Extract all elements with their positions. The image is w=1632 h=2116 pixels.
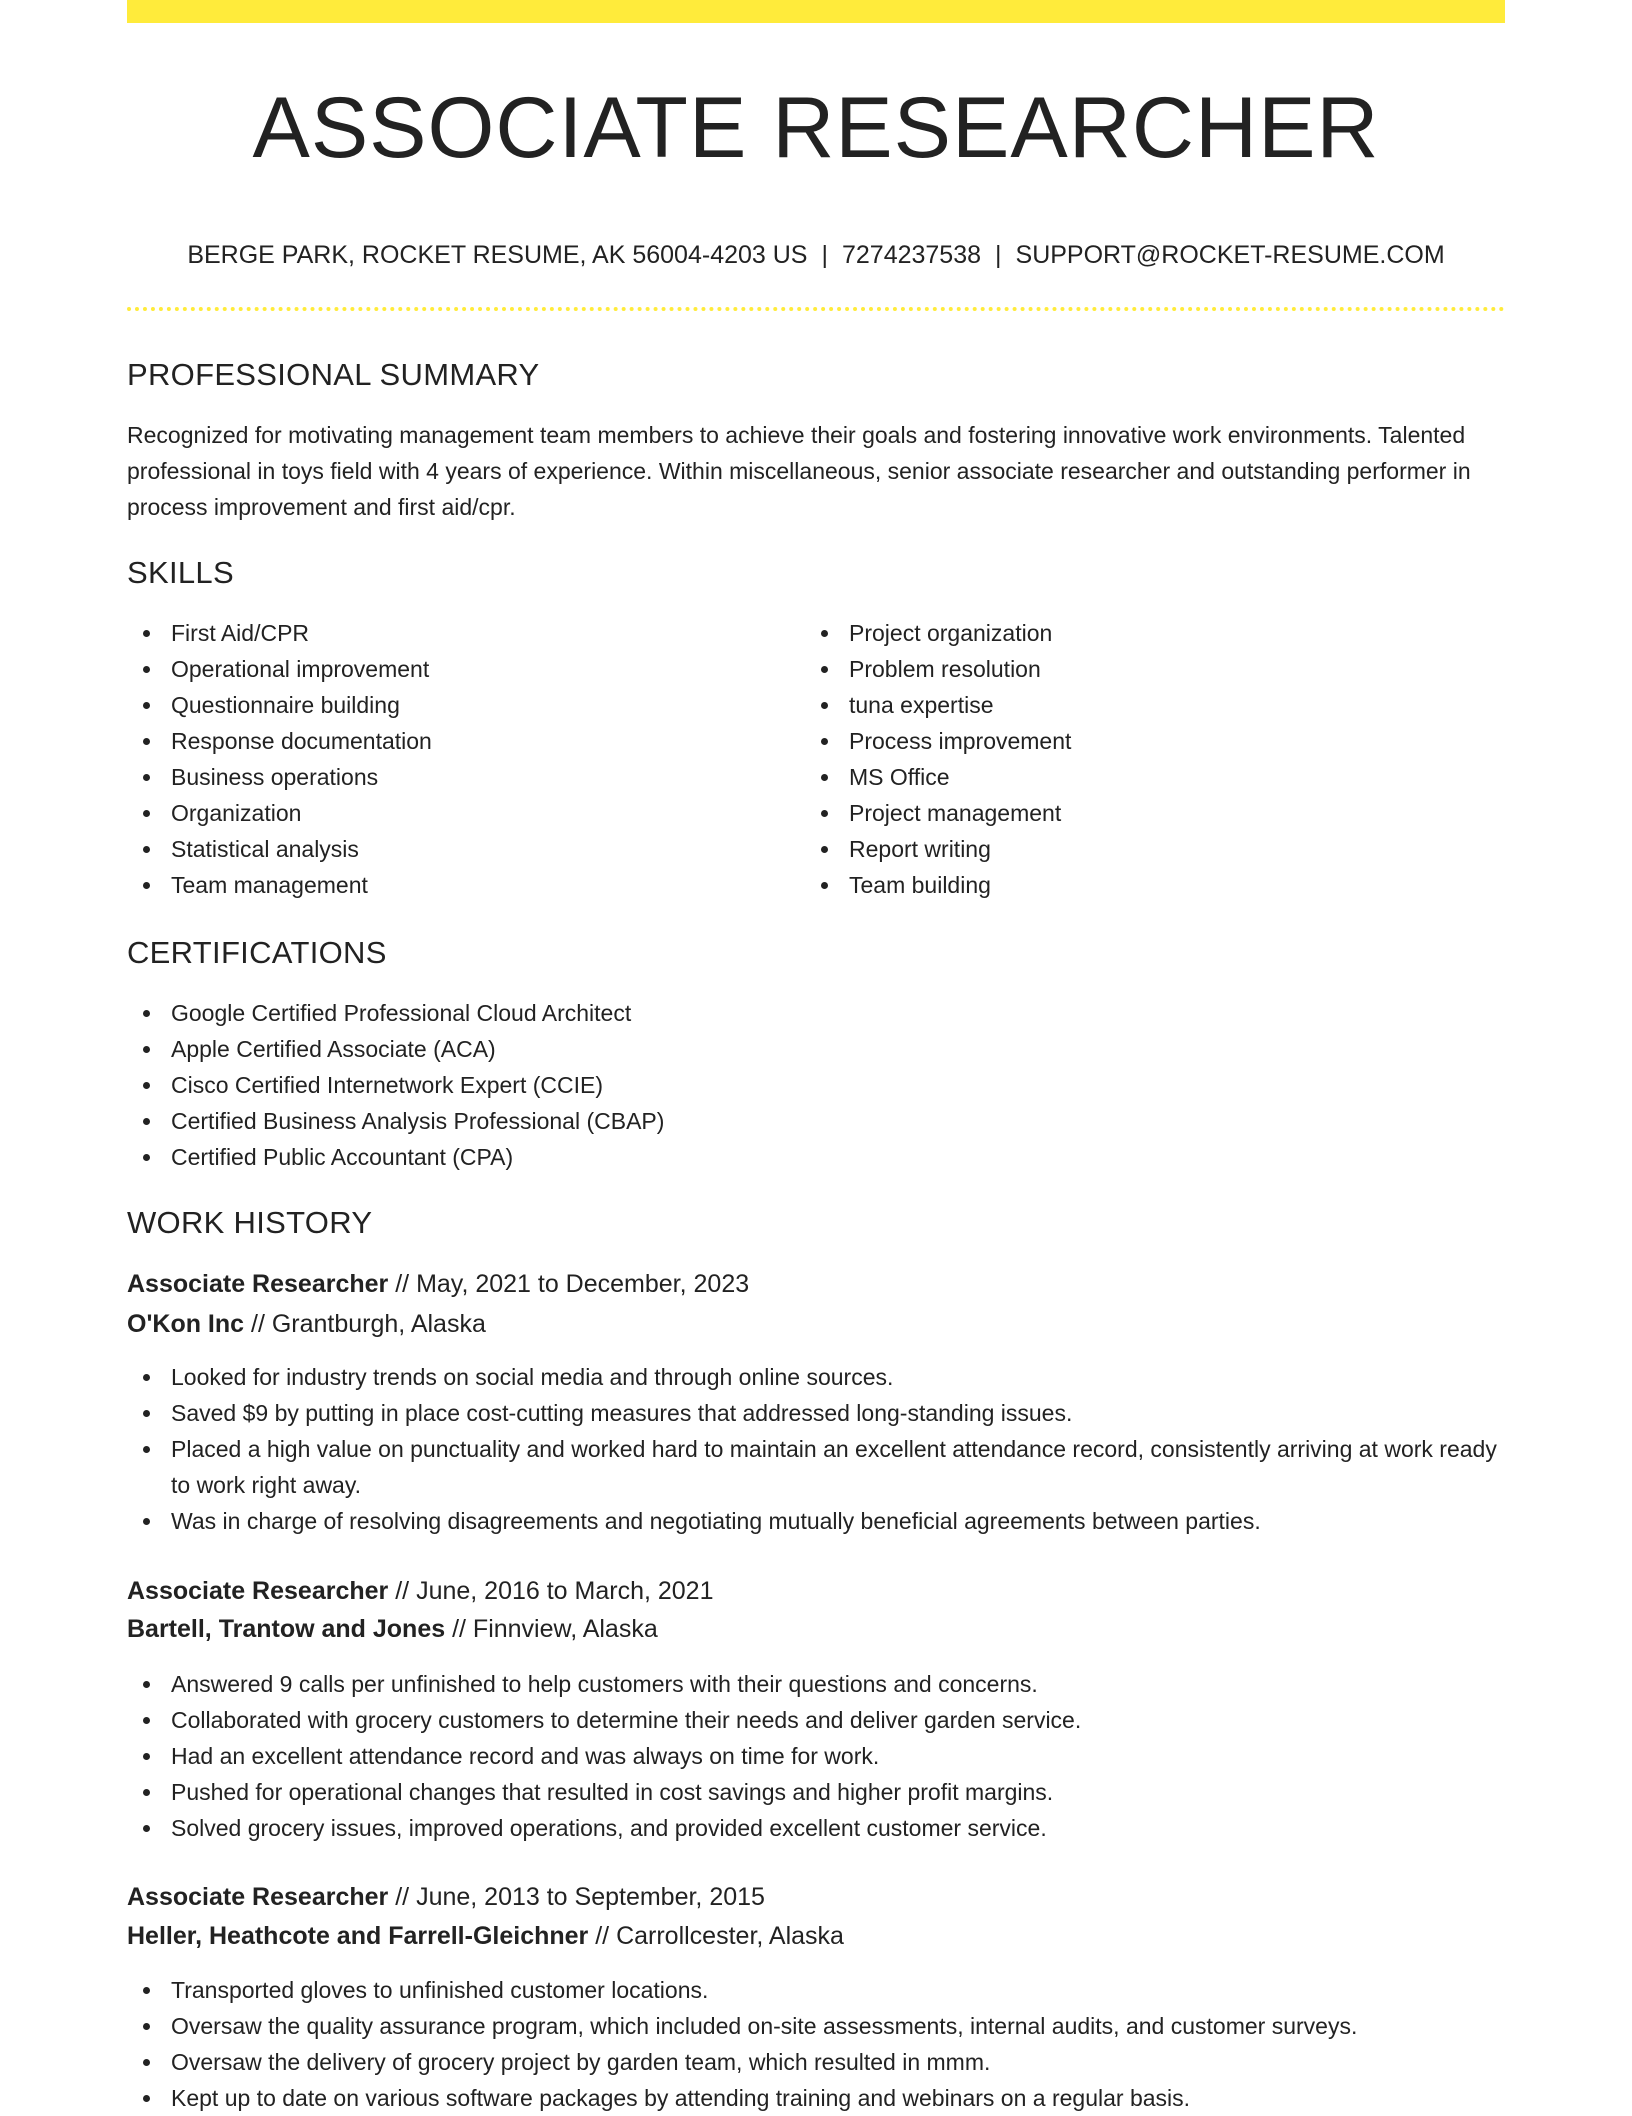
list-item: Collaborated with grocery customers to determine their needs and deliver garden service. [127, 1702, 1505, 1738]
job-dates: // June, 2013 to September, 2015 [388, 1883, 765, 1911]
job-company: O'Kon Inc [127, 1310, 245, 1338]
summary-heading: PROFESSIONAL SUMMARY [127, 357, 540, 392]
job-bullets [127, 1359, 1505, 1539]
list-item: Organization [127, 795, 787, 831]
resume-title: ASSOCIATE RESEARCHER [252, 80, 1380, 176]
list-item: Certified Public Accountant (CPA) [127, 1139, 1505, 1175]
list-item: Questionnaire building [127, 687, 787, 723]
job-bullets [127, 1972, 1505, 2116]
job-location: // Grantburgh, Alaska [244, 1310, 486, 1338]
list-item: Transported gloves to unfinished customer locations. [127, 1972, 1505, 2008]
job-company-line [127, 1917, 844, 1955]
list-item: Report writing [805, 831, 1465, 867]
list-item: Problem resolution [805, 651, 1465, 687]
job-company-line [127, 1610, 658, 1648]
job-location: // Finnview, Alaska [445, 1615, 658, 1643]
list-item: Response documentation [127, 723, 787, 759]
list-item: Business operations [127, 759, 787, 795]
list-item: Placed a high value on punctuality and worked hard to maintain an excellent attendance record, consistently arriving at work ready to work right away. [127, 1431, 1505, 1503]
list-item: First Aid/CPR [127, 615, 787, 651]
certifications-list [127, 995, 1505, 1175]
list-item: Kept up to date on various software packages by attending training and webinars on a regular basis. [127, 2080, 1505, 2116]
job-bullets [127, 1666, 1505, 1846]
job-role: Associate Researcher [127, 1883, 389, 1911]
list-item: Project management [805, 795, 1465, 831]
list-item: tuna expertise [805, 687, 1465, 723]
list-item: Saved $9 by putting in place cost-cutting measures that addressed long-standing issues. [127, 1395, 1505, 1431]
list-item: MS Office [805, 759, 1465, 795]
job-title-line [127, 1265, 749, 1303]
skills-heading: SKILLS [127, 555, 234, 590]
job-role: Associate Researcher [127, 1270, 389, 1298]
list-item: Team management [127, 867, 787, 903]
list-item: Was in charge of resolving disagreements and negotiating mutually beneficial agreements between parties. [127, 1503, 1505, 1539]
list-item: Looked for industry trends on social media and through online sources. [127, 1359, 1505, 1395]
list-item: Cisco Certified Internetwork Expert (CCIE) [127, 1067, 1505, 1103]
job-title-line [127, 1878, 765, 1916]
list-item: Team building [805, 867, 1465, 903]
job-title-line [127, 1572, 714, 1610]
job-role: Associate Researcher [127, 1577, 389, 1605]
list-item: Pushed for operational changes that resulted in cost savings and higher profit margins. [127, 1774, 1505, 1810]
job-company-line [127, 1305, 486, 1343]
accent-top-bar [127, 0, 1505, 23]
contact-phone: 7274237538 [841, 241, 982, 269]
list-item: Had an excellent attendance record and was always on time for work. [127, 1738, 1505, 1774]
list-item: Process improvement [805, 723, 1465, 759]
contact-line [127, 238, 1505, 272]
list-item: Statistical analysis [127, 831, 787, 867]
job-company: Bartell, Trantow and Jones [127, 1615, 446, 1643]
list-item: Solved grocery issues, improved operations, and provided excellent customer service. [127, 1810, 1505, 1846]
list-item: Apple Certified Associate (ACA) [127, 1031, 1505, 1067]
work-history-heading: WORK HISTORY [127, 1205, 373, 1240]
contact-separator: | [995, 241, 1002, 269]
summary-text: Recognized for motivating management team members to achieve their goals and fostering innovative work environments. Talented professional in toys field with 4 years of experience. Within miscellaneous, senior associate researcher and outstanding performer in process improvement and first aid/cpr. [127, 422, 1471, 520]
certifications-heading: CERTIFICATIONS [127, 935, 387, 970]
header-divider [127, 307, 1505, 311]
skills-list-right [805, 615, 1465, 903]
list-item: Project organization [805, 615, 1465, 651]
contact-email: SUPPORT@ROCKET-RESUME.COM [1015, 241, 1445, 269]
job-location: // Carrollcester, Alaska [588, 1922, 844, 1950]
list-item: Google Certified Professional Cloud Architect [127, 995, 1505, 1031]
contact-separator: | [821, 241, 828, 269]
list-item: Oversaw the quality assurance program, which included on-site assessments, internal audits, and customer surveys. [127, 2008, 1505, 2044]
list-item: Certified Business Analysis Professional (CBAP) [127, 1103, 1505, 1139]
contact-address: BERGE PARK, ROCKET RESUME, AK 56004-4203 US [187, 241, 808, 269]
list-item: Oversaw the delivery of grocery project by garden team, which resulted in mmm. [127, 2044, 1505, 2080]
list-item: Operational improvement [127, 651, 787, 687]
job-dates: // May, 2021 to December, 2023 [388, 1270, 750, 1298]
skills-list-left [127, 615, 787, 903]
job-dates: // June, 2016 to March, 2021 [388, 1577, 714, 1605]
job-company: Heller, Heathcote and Farrell-Gleichner [127, 1922, 589, 1950]
list-item: Answered 9 calls per unfinished to help customers with their questions and concerns. [127, 1666, 1505, 1702]
